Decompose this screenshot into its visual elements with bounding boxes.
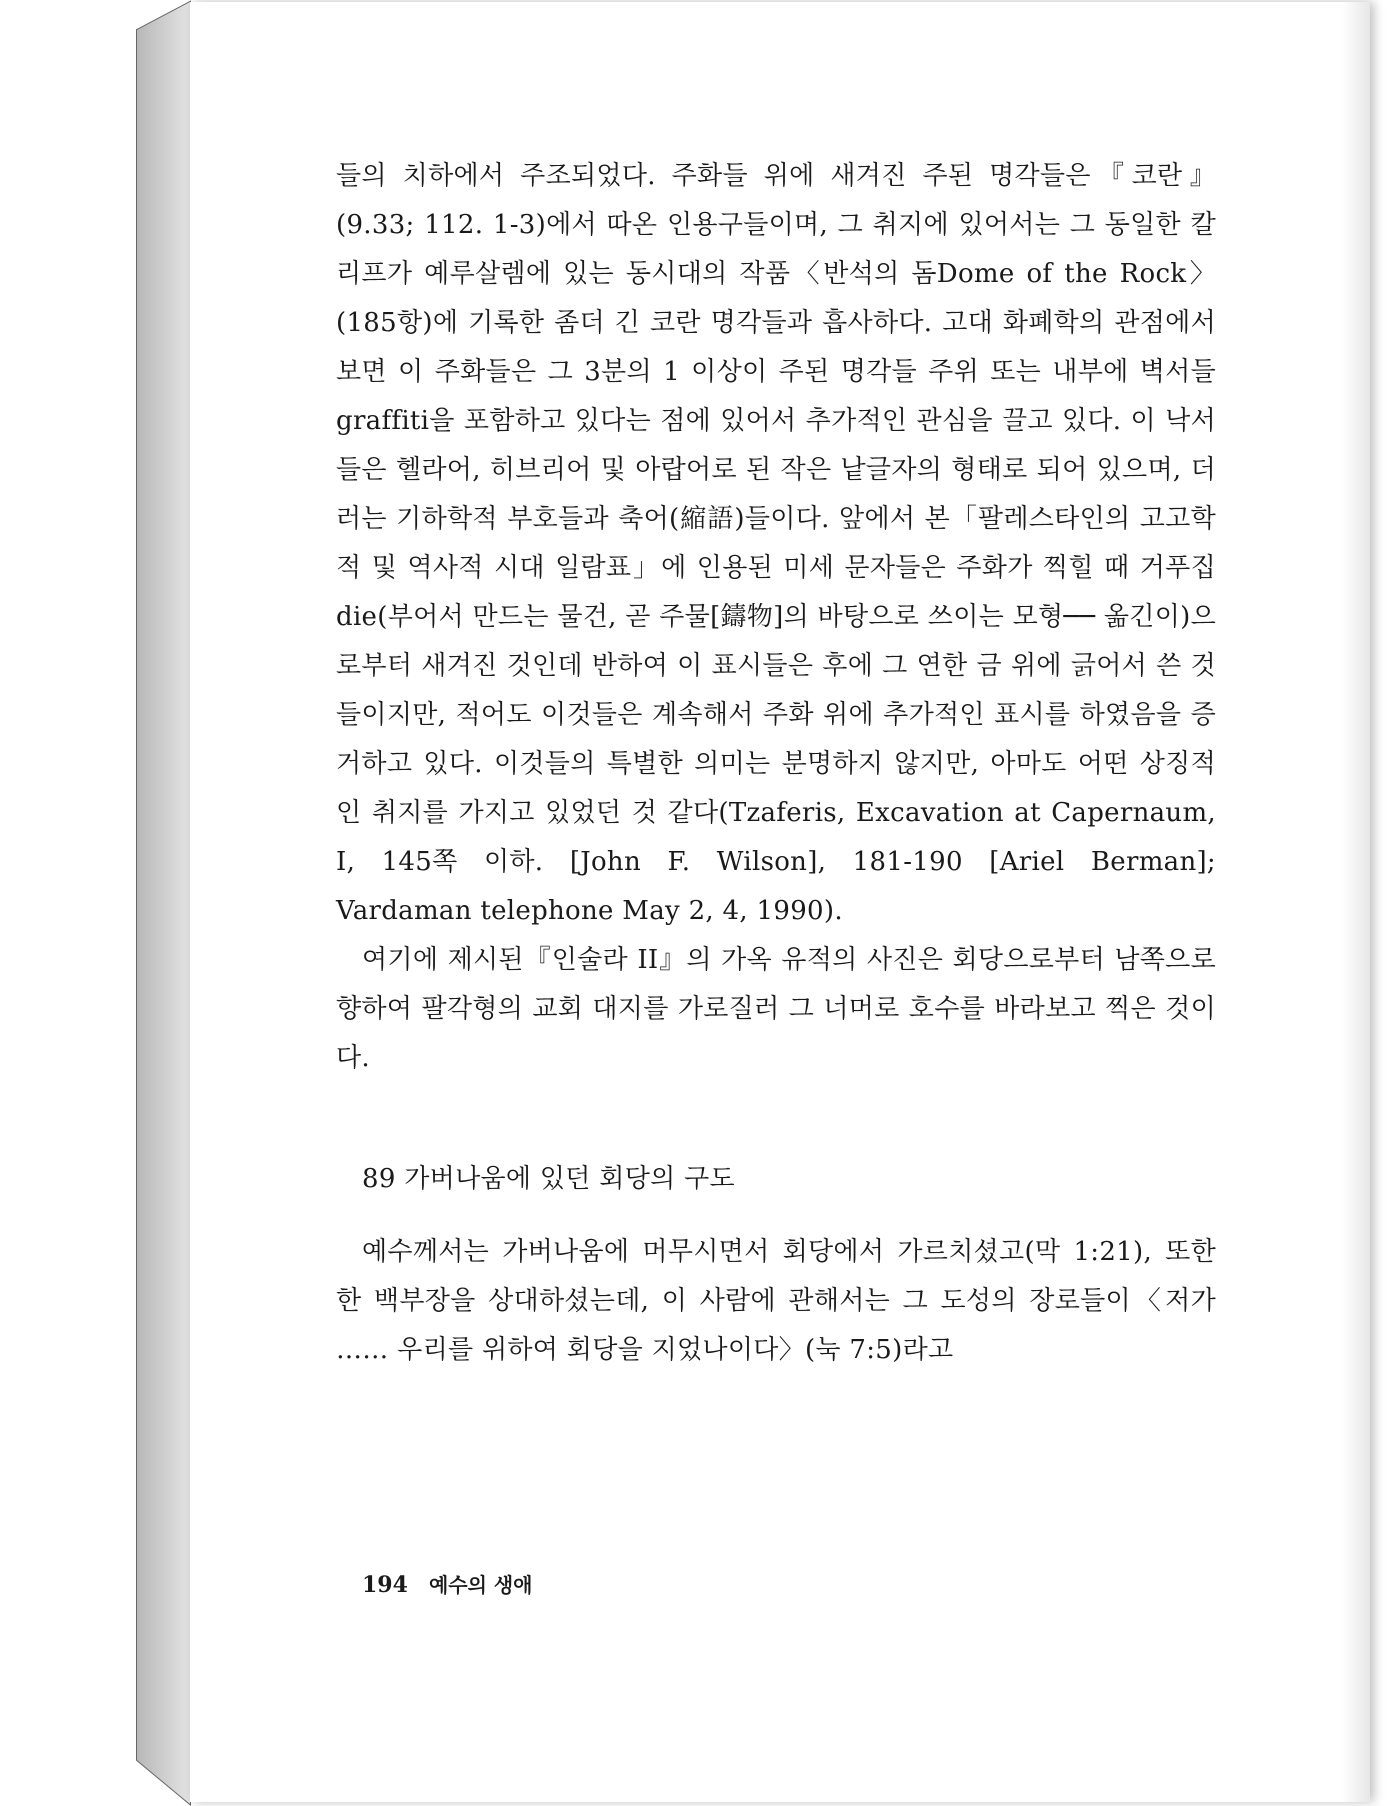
body-paragraph — [336, 936, 1216, 1083]
page-number: 194 — [362, 1572, 408, 1598]
section-heading: 89 가버나움에 있던 회당의 구도 — [362, 1164, 735, 1194]
page-footer — [362, 1569, 533, 1598]
body-paragraph — [336, 1228, 1216, 1375]
book-page — [190, 2, 1370, 1802]
page-body — [336, 152, 1216, 1375]
running-title: 예수의 생애 — [428, 1573, 533, 1597]
body-paragraph: 들의 치하에서 주조되었다. 주화들 위에 새겨진 주된 명각들은『코란』(9.33; 112. 1-3)에서 따온 인용구들이며, 그 취지에 있어서는 그 동일한 칼리프가 예루살렘에 있는 동시대의 작품〈반석의 돔Dome of the Rock〉(185항)에 기록한 좀더 긴 코란 명각들과 흡사하다. 고대 화폐학의 관점에서 보면 이 주화들은 그 3분의 1 이상이 주된 명각들 주위 또는 내부에 벽서들 graffiti을 포함하고 있다는 점에 있어서 추가적인 관심을 끌고 있다. 이 낙서들은 헬라어, 히브리어 및 아랍어로 된 작은 낱글자의 형태로 되어 있으며, 더러는 기하학적 부호들과 축어(縮語)들이다. 앞에서 본「팔레스타인의 고고학적 및 역사적 시대 일람표」에 인용된 미세 문자들은 주화가 찍힐 때 거푸집 die(부어서 만드는 물건, 곧 주물[鑄物]의 바탕으로 쓰이는 모형── 옮긴이)으로부터 새겨진 것인데 반하여 이 표시들은 후에 그 연한 금 위에 긁어서 쓴 것들이지만, 적어도 이것들은 계속해서 주화 위에 추가적인 표시를 하였음을 증거하고 있다. 이것들의 특별한 의미는 분명하지 않지만, 아마도 어떤 상징적인 취지를 가지고 있었던 것 같다(Tzaferis, Excavation at Capernaum, I, 145쪽 이하. [John F. Wilson], 181-190 [Ariel Berman]; Vardaman telephone May 2, 4, 1990). — [336, 161, 1217, 926]
page-edge-shadow — [1342, 2, 1370, 1802]
body-paragraph-text: 여기에 제시된『인술라 II』의 가옥 유적의 사진은 회당으로부터 남쪽으로 향하여 팔각형의 교회 대지를 가로질러 그 너머로 호수를 바라보고 찍은 것이다. — [336, 945, 1216, 1073]
body-paragraph-text: 예수께서는 가버나움에 머무시면서 회당에서 가르치셨고(막 1:21), 또한 한 백부장을 상대하셨는데, 이 사람에 관해서는 그 도성의 장로들이〈저가 …… 우리를 위하여 회당을 지었나이다〉(눅 7:5)라고 — [336, 1237, 1216, 1365]
